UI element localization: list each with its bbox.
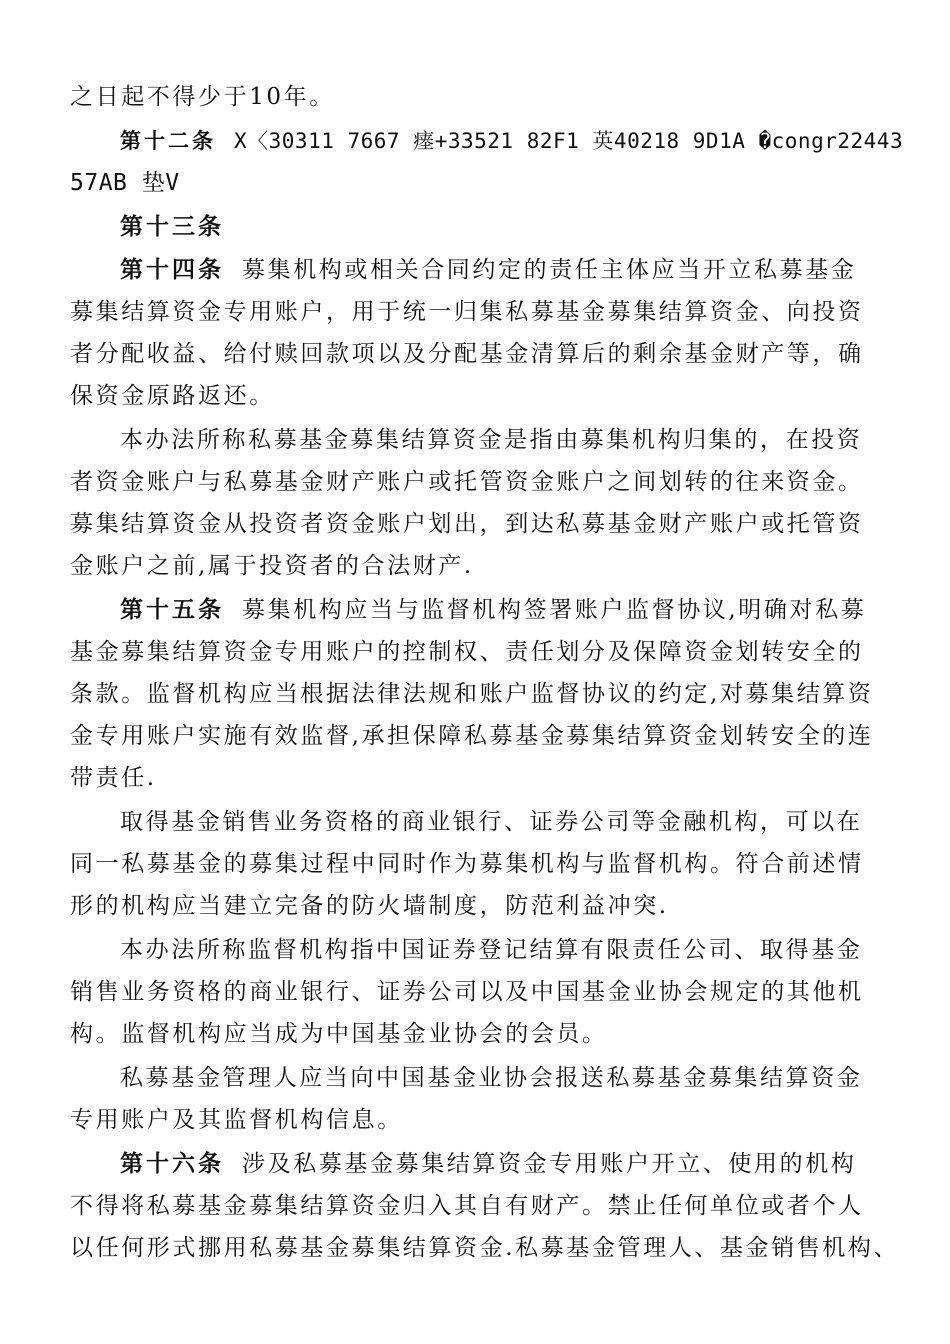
- text-line: [70, 297, 864, 327]
- article-number: 第十五条: [120, 597, 224, 623]
- article-15-line-1: [120, 595, 866, 625]
- text: 者资金账户与私募基金财产账户或托管资金账户之间划转的往来资金。: [70, 469, 864, 495]
- text: 本办法所称私募基金募集结算资金是指由募集机构归集的，在投资: [120, 427, 863, 453]
- text: 金账户之前,属于投资者的合法财产.: [70, 553, 474, 579]
- article-12-line-1: [120, 126, 903, 156]
- text: 募集机构应当与监督机构签署账户监督协议,明确对私募: [242, 597, 867, 623]
- text-line: [70, 721, 874, 751]
- text: 涉及私募基金募集结算资金专用账户开立、使用的机构: [242, 1151, 857, 1177]
- text: 同一私募基金的募集过程中同时作为募集机构与监督机构。符合前述情: [70, 851, 864, 877]
- text: 带责任.: [70, 765, 157, 791]
- text: 私募基金管理人应当向中国基金业协会报送私募基金募集结算资金: [120, 1065, 863, 1091]
- text-line: [120, 1063, 862, 1093]
- text-line: [120, 807, 862, 837]
- text-line: [120, 935, 862, 965]
- text: 取得基金销售业务资格的商业银行、证券公司等金融机构，可以在: [120, 809, 863, 835]
- garbled-text: X〈30311 7667 瘗+33521 82F1 英40218 9D1A �congr22443: [234, 129, 904, 153]
- article-number: 第十六条: [120, 1151, 224, 1177]
- text-line: [70, 1019, 608, 1049]
- text-line: [70, 763, 157, 793]
- text-line: [70, 339, 864, 369]
- text-line: [70, 891, 669, 921]
- text-line: [70, 637, 864, 667]
- text-line: [70, 1191, 864, 1221]
- text: 条款。监督机构应当根据法律法规和账户监督协议的约定,对募集结算资: [70, 681, 874, 707]
- text-line: [70, 1105, 403, 1135]
- text: 之日起不得少于10年。: [70, 84, 335, 110]
- garbled-text: 57AB 垫V: [70, 170, 180, 196]
- text: 本办法所称监督机构指中国证券登记结算有限责任公司、取得基金: [120, 937, 863, 963]
- text-line: [70, 977, 864, 1007]
- text: 构。监督机构应当成为中国基金业协会的会员。: [70, 1021, 608, 1047]
- text: 基金募集结算资金专用账户的控制权、责任划分及保障资金划转安全的: [70, 639, 864, 665]
- text-line: [70, 679, 874, 709]
- text-line: [70, 551, 474, 581]
- text: 者分配收益、给付赎回款项以及分配基金清算后的剩余基金财产等，确: [70, 341, 864, 367]
- text: 金专用账户实施有效监督,承担保障私募基金募集结算资金划转安全的连: [70, 723, 874, 749]
- text: 募集结算资金专用账户，用于统一归集私募基金募集结算资金、向投资: [70, 299, 864, 325]
- article-number: 第十四条: [120, 257, 224, 283]
- text: 形的机构应当建立完备的防火墙制度，防范利益冲突.: [70, 893, 669, 919]
- article-14-line-1: [120, 255, 856, 285]
- article-13-line: [120, 212, 242, 242]
- article-number: 第十三条: [120, 214, 224, 240]
- article-12-line-2: [70, 168, 180, 198]
- text: 募集机构或相关合同约定的责任主体应当开立私募基金: [242, 257, 857, 283]
- text: 以任何形式挪用私募基金募集结算资金.私募基金管理人、基金销售机构、: [70, 1235, 900, 1261]
- text: 专用账户及其监督机构信息。: [70, 1107, 403, 1133]
- text-line: [70, 1233, 899, 1263]
- text-line: [70, 381, 275, 411]
- text: 销售业务资格的商业银行、证券公司以及中国基金业协会规定的其他机: [70, 979, 864, 1005]
- article-number: 第十二条: [120, 129, 216, 153]
- text-line: [70, 467, 864, 497]
- text: 保资金原路返还。: [70, 383, 275, 409]
- text-line: [120, 425, 862, 455]
- article-16-line-1: [120, 1149, 856, 1179]
- text: 不得将私募基金募集结算资金归入其自有财产。禁止任何单位或者个人: [70, 1193, 864, 1219]
- text: 募集结算资金从投资者资金账户划出，到达私募基金财产账户或托管资: [70, 511, 864, 537]
- text-line: [70, 509, 864, 539]
- text-line: [70, 82, 335, 112]
- text-line: [70, 849, 864, 879]
